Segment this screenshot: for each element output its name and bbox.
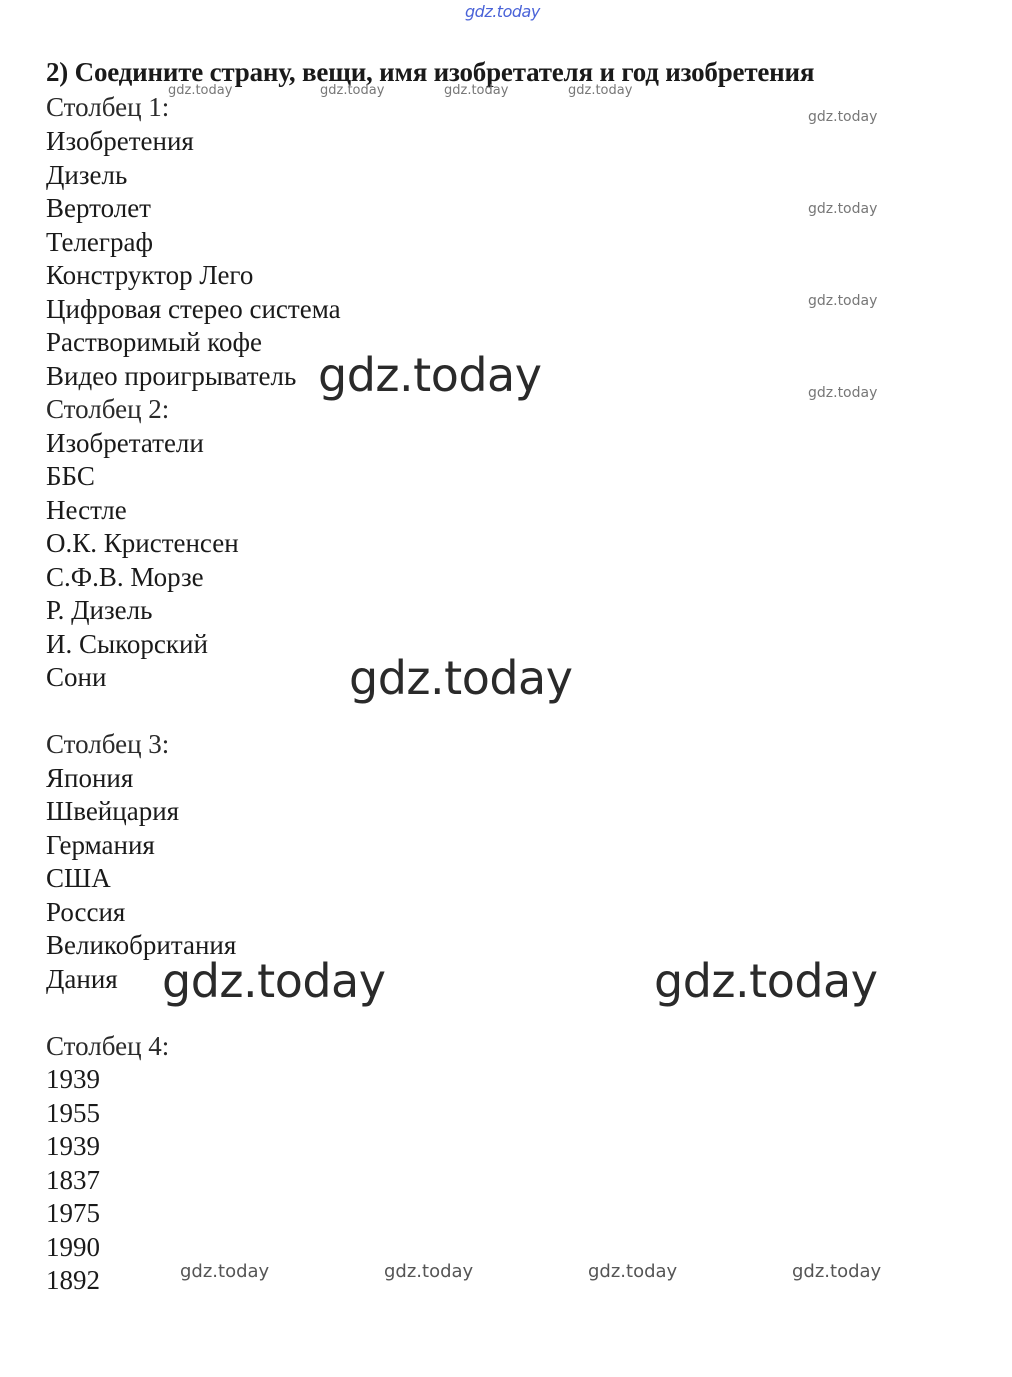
watermark-medium: gdz.today xyxy=(792,1261,882,1282)
watermark-large: gdz.today xyxy=(654,954,878,1008)
column-1-item: Телеграф xyxy=(46,227,153,257)
column-4-item: 1939 xyxy=(46,1064,100,1094)
column-2-item: С.Ф.В. Морзе xyxy=(46,562,204,592)
column-4-item: 1975 xyxy=(46,1198,100,1228)
column-1-item: Растворимый кофе xyxy=(46,327,262,357)
column-4-item: 1939 xyxy=(46,1131,100,1161)
column-1-item: Вертолет xyxy=(46,193,151,223)
watermark-medium: gdz.today xyxy=(588,1261,678,1282)
column-2-item: ББС xyxy=(46,461,95,491)
column-3-item: Япония xyxy=(46,763,134,793)
column-4-item: 1837 xyxy=(46,1165,100,1195)
column-2-label: Столбец 2: xyxy=(46,394,170,424)
column-4-item: 1955 xyxy=(46,1098,100,1128)
watermark-medium: gdz.today xyxy=(180,1261,270,1282)
column-2-item: О.К. Кристенсен xyxy=(46,528,239,558)
watermark-large: gdz.today xyxy=(349,651,573,705)
column-3-label: Столбец 3: xyxy=(46,729,170,759)
column-3-item: США xyxy=(46,863,111,893)
column-1-item: Дизель xyxy=(46,160,128,190)
watermark-small: gdz.today xyxy=(568,83,633,98)
column-1-item: Цифровая стерео система xyxy=(46,294,341,324)
column-2-item: Сони xyxy=(46,662,107,692)
column-4-item: 1990 xyxy=(46,1232,100,1262)
top-watermark: gdz.today xyxy=(465,2,540,21)
column-1-label: Столбец 1: xyxy=(46,92,170,122)
column-4-item: 1892 xyxy=(46,1265,100,1295)
column-3-item: Швейцария xyxy=(46,796,180,826)
watermark-large: gdz.today xyxy=(318,348,542,402)
column-2-item: И. Сыкорский xyxy=(46,629,208,659)
watermark-small: gdz.today xyxy=(444,83,509,98)
watermark-small: gdz.today xyxy=(808,201,878,217)
column-4-label: Столбец 4: xyxy=(46,1031,170,1061)
watermark-small: gdz.today xyxy=(808,385,878,401)
column-3-item: Великобритания xyxy=(46,930,237,960)
watermark-small: gdz.today xyxy=(320,83,385,98)
column-1-item: Видео проигрыватель xyxy=(46,361,297,391)
column-2-item: Нестле xyxy=(46,495,127,525)
column-2-title: Изобретатели xyxy=(46,428,204,458)
column-1-title: Изобретения xyxy=(46,126,194,156)
column-1-item: Конструктор Лего xyxy=(46,260,254,290)
column-3-item: Германия xyxy=(46,830,155,860)
column-3-item: Дания xyxy=(46,964,118,994)
watermark-large: gdz.today xyxy=(162,954,386,1008)
task-heading: 2) Соедините страну, вещи, имя изобретателя и год изобретения xyxy=(46,57,815,87)
watermark-small: gdz.today xyxy=(808,109,878,125)
watermark-small: gdz.today xyxy=(808,293,878,309)
column-2-item: Р. Дизель xyxy=(46,595,153,625)
watermark-small: gdz.today xyxy=(168,83,233,98)
column-3-item: Россия xyxy=(46,897,126,927)
watermark-medium: gdz.today xyxy=(384,1261,474,1282)
